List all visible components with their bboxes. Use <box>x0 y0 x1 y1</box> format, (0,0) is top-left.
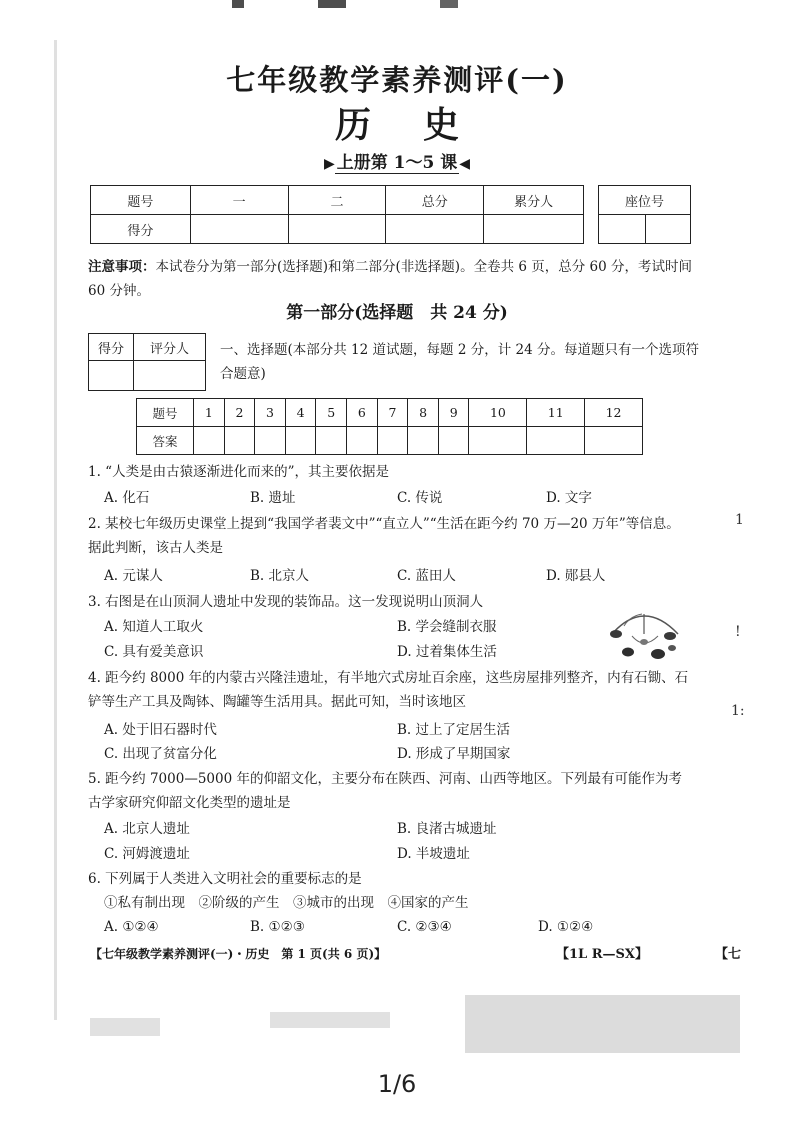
question-stem: 6. 下列属于人类进入文明社会的重要标志的是 <box>88 871 362 887</box>
page-indicator: 1/6 <box>377 1070 417 1098</box>
question-stem: 5. 距今约 7000—5000 年的仰韶文化，主要分布在陕西、河南、山西等地区。下列最有可能作为考古学家研究仰韶文化类型的遗址是 <box>88 771 682 811</box>
option-c: C. 传说 <box>397 490 443 506</box>
option-c: C. 河姆渡遗址 <box>104 846 190 862</box>
option-a: A. 元谋人 <box>104 568 163 584</box>
answer-table <box>136 398 643 455</box>
option-d: D. 半坡遗址 <box>397 846 470 862</box>
option-d: D. 文字 <box>546 490 592 506</box>
footer-cut-text: 【七 <box>715 947 742 962</box>
grader-score-label: 得分 <box>89 334 134 361</box>
option-b: B. 良渚古城遗址 <box>397 821 497 837</box>
answer-cell <box>194 427 225 455</box>
answer-cell <box>224 427 255 455</box>
scan-edge-line <box>54 40 57 1020</box>
option-b: B. ①②③ <box>250 919 305 935</box>
notice-text: 本试卷分为第一部分(选择题)和第二部分(非选择题)。全卷共 6 页，总分 60 分，考试时间 60 分钟。 <box>88 259 692 299</box>
score-cell <box>288 215 386 244</box>
score-cell: 得分 <box>91 215 191 244</box>
option-b: B. 北京人 <box>250 568 310 584</box>
option-a: A. 北京人遗址 <box>104 821 190 837</box>
section-one-heading: 一、选择题(本部分共 12 道试题，每题 2 分，计 24 分。每道题只有一个选项符合题意) <box>220 342 699 382</box>
question-number-cell: 2 <box>224 399 255 427</box>
option-a: A. 处于旧石器时代 <box>104 722 217 738</box>
seat-number-box <box>646 215 691 244</box>
scope-text: 上册第 1～5 课 <box>336 153 458 173</box>
answer-cell <box>285 427 316 455</box>
option-d: D. 形成了早期国家 <box>397 746 511 762</box>
answer-cell <box>438 427 469 455</box>
question-number-cell: 9 <box>438 399 469 427</box>
notice-label: 注意事项： <box>88 259 156 275</box>
score-cell: 二 <box>288 186 386 215</box>
question-number-cell: 6 <box>347 399 378 427</box>
option-a: A. ①②④ <box>104 919 159 935</box>
option-b: B. 过上了定居生活 <box>397 722 511 738</box>
score-cell <box>386 215 484 244</box>
option-b: B. 学会缝制衣服 <box>397 619 497 635</box>
score-cell: 总分 <box>386 186 484 215</box>
triangle-right-icon: ▶ <box>323 156 335 172</box>
question-stem: 3. 右图是在山顶洞人遗址中发现的装饰品。这一发现说明山顶洞人 <box>88 594 484 610</box>
seat-number-label: 座位号 <box>599 186 691 215</box>
option-d: D. 过着集体生活 <box>397 644 497 660</box>
question-number-cell: 7 <box>377 399 408 427</box>
question-number-cell: 12 <box>585 399 643 427</box>
answer-cell <box>377 427 408 455</box>
option-a: A. 化石 <box>104 490 150 506</box>
scan-artifact <box>440 0 458 8</box>
question-stem: 1. “人类是由古猿逐渐进化而来的”，其主要依据是 <box>88 464 389 480</box>
ornament-illustration <box>606 600 684 668</box>
part-one-title: 第一部分(选择题 共 24 分) <box>286 303 508 323</box>
option-b: B. 遗址 <box>250 490 296 506</box>
score-cell: 一 <box>190 186 288 215</box>
footer-code: 【1L R—SX】 <box>556 947 648 962</box>
margin-mark: 1 <box>735 512 744 528</box>
option-c: C. 具有爱美意识 <box>104 644 204 660</box>
grader-table <box>88 333 206 391</box>
question-1 <box>88 460 713 484</box>
margin-mark: 1: <box>731 703 745 719</box>
notice <box>88 255 698 303</box>
scan-artifact <box>318 0 346 8</box>
question-4 <box>88 666 693 714</box>
question-number-cell: 1 <box>194 399 225 427</box>
answer-header-label: 题号 <box>137 399 194 427</box>
answer-cell <box>316 427 347 455</box>
question-6-items: ①私有制出现 ②阶级的产生 ③城市的出现 ④国家的产生 <box>104 895 469 911</box>
answer-cell <box>347 427 378 455</box>
answer-table-answer-row <box>137 427 643 455</box>
question-number-cell: 3 <box>255 399 286 427</box>
question-number-cell: 8 <box>408 399 439 427</box>
subject-title: 历史 <box>334 104 511 146</box>
score-cell: 题号 <box>91 186 191 215</box>
triangle-left-icon: ◀ <box>459 156 471 172</box>
question-2 <box>88 512 693 560</box>
option-a: A. 知道人工取火 <box>104 619 204 635</box>
scope-line <box>0 148 794 173</box>
footer-page-info: 【七年级教学素养测评(一)・历史 第 1 页(共 6 页)】 <box>90 947 387 961</box>
option-c: C. ②③④ <box>397 919 452 935</box>
option-c: C. 蓝田人 <box>397 568 456 584</box>
seat-number-box <box>599 215 646 244</box>
answer-cell <box>469 427 527 455</box>
grader-name-label: 评分人 <box>134 334 206 361</box>
score-cell: 累分人 <box>484 186 584 215</box>
answer-row-label: 答案 <box>137 427 194 455</box>
scan-artifact <box>232 0 244 8</box>
answer-cell <box>527 427 585 455</box>
score-table <box>90 185 584 244</box>
option-d: D. 郧县人 <box>546 568 606 584</box>
scan-artifact <box>465 995 740 1053</box>
score-cell <box>484 215 584 244</box>
exam-title: 七年级教学素养测评(一) <box>226 63 568 97</box>
scan-artifact <box>270 1012 390 1028</box>
question-number-cell: 10 <box>469 399 527 427</box>
answer-table-number-row <box>137 399 643 427</box>
grader-name-box <box>134 361 206 391</box>
question-stem: 2. 某校七年级历史课堂上提到“我国学者裴文中”“直立人”“生活在距今约 70 万—20 万年”等信息。据此判断，该古人类是 <box>88 516 680 556</box>
score-cell <box>190 215 288 244</box>
score-table-value-row <box>91 215 584 244</box>
seat-number-table <box>598 185 691 244</box>
question-number-cell: 4 <box>285 399 316 427</box>
answer-cell <box>408 427 439 455</box>
question-5 <box>88 767 693 815</box>
grader-score-box <box>89 361 134 391</box>
question-stem: 4. 距今约 8000 年的内蒙古兴隆洼遗址，有半地穴式房址百余座，这些房屋排列整齐，内有石锄、石铲等生产工具及陶钵、陶罐等生活用具。据此可知，当时该地区 <box>88 670 689 710</box>
answer-cell <box>255 427 286 455</box>
question-number-cell: 11 <box>527 399 585 427</box>
option-d: D. ①②④ <box>538 919 594 935</box>
score-table-header-row <box>91 186 584 215</box>
scan-artifact <box>90 1018 160 1036</box>
option-c: C. 出现了贫富分化 <box>104 746 217 762</box>
question-number-cell: 5 <box>316 399 347 427</box>
margin-mark: ! <box>735 624 741 640</box>
answer-cell <box>585 427 643 455</box>
question-6 <box>88 867 713 891</box>
